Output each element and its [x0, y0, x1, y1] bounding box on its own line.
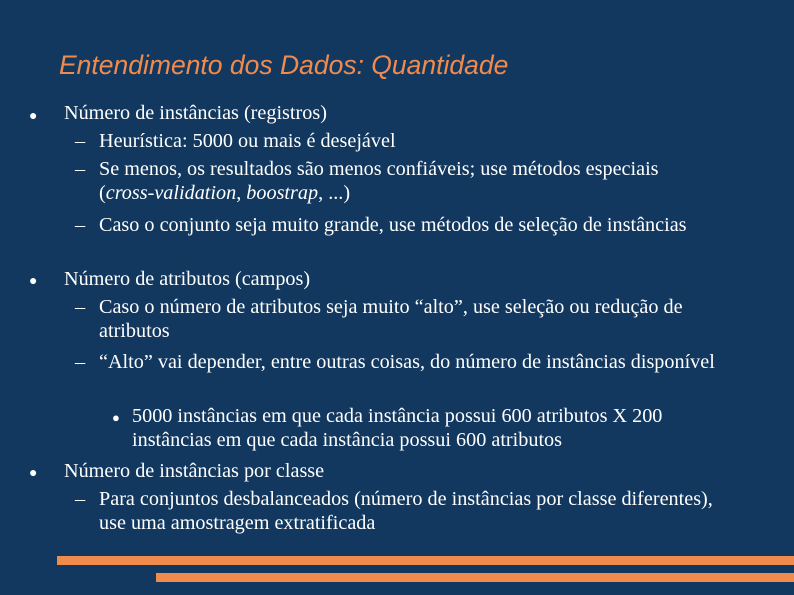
bullet-level1-text: Número de instâncias (registros)	[64, 102, 327, 124]
bullet-icon: ●	[29, 274, 38, 289]
bullet-level1-text: Número de atributos (campos)	[64, 268, 311, 290]
bullet-level3-text: 5000 instâncias em que cada instância possui 600 atributos X 200 instâncias em que cada instância possui 600 atributos	[132, 405, 663, 451]
dash-icon: –	[75, 351, 86, 373]
accent-bar-bottom	[156, 573, 794, 582]
bullet-level2-text: Se menos, os resultados são menos confiáveis; use métodos especiais (cross-validation, boostrap, ...)	[99, 158, 659, 204]
bullet-level2-text: Caso o número de atributos seja muito “alto”, use seleção ou redução de atributos	[99, 296, 683, 342]
dash-icon: –	[75, 488, 86, 510]
bullet-level2-text: Para conjuntos desbalanceados (número de instâncias por classe diferentes), use uma amostragem extratificada	[99, 488, 713, 534]
slide-title: Entendimento dos Dados: Quantidade	[59, 50, 509, 80]
bullet-icon: ●	[29, 466, 38, 481]
dash-icon: –	[75, 296, 86, 318]
bullet-level2-text: “Alto” vai depender, entre outras coisas, do número de instâncias disponível	[99, 351, 715, 373]
bullet-level1-text: Número de instâncias por classe	[64, 460, 325, 482]
bullet-level2-text: Caso o conjunto seja muito grande, use métodos de seleção de instâncias	[99, 214, 687, 236]
bullet-icon: ●	[112, 410, 120, 425]
bullet-level2-text: Heurística: 5000 ou mais é desejável	[99, 130, 396, 152]
bullet-icon: ●	[29, 109, 38, 124]
dash-icon: –	[75, 158, 86, 180]
accent-bar-top	[57, 556, 794, 565]
dash-icon: –	[75, 130, 86, 152]
dash-icon: –	[75, 214, 86, 236]
